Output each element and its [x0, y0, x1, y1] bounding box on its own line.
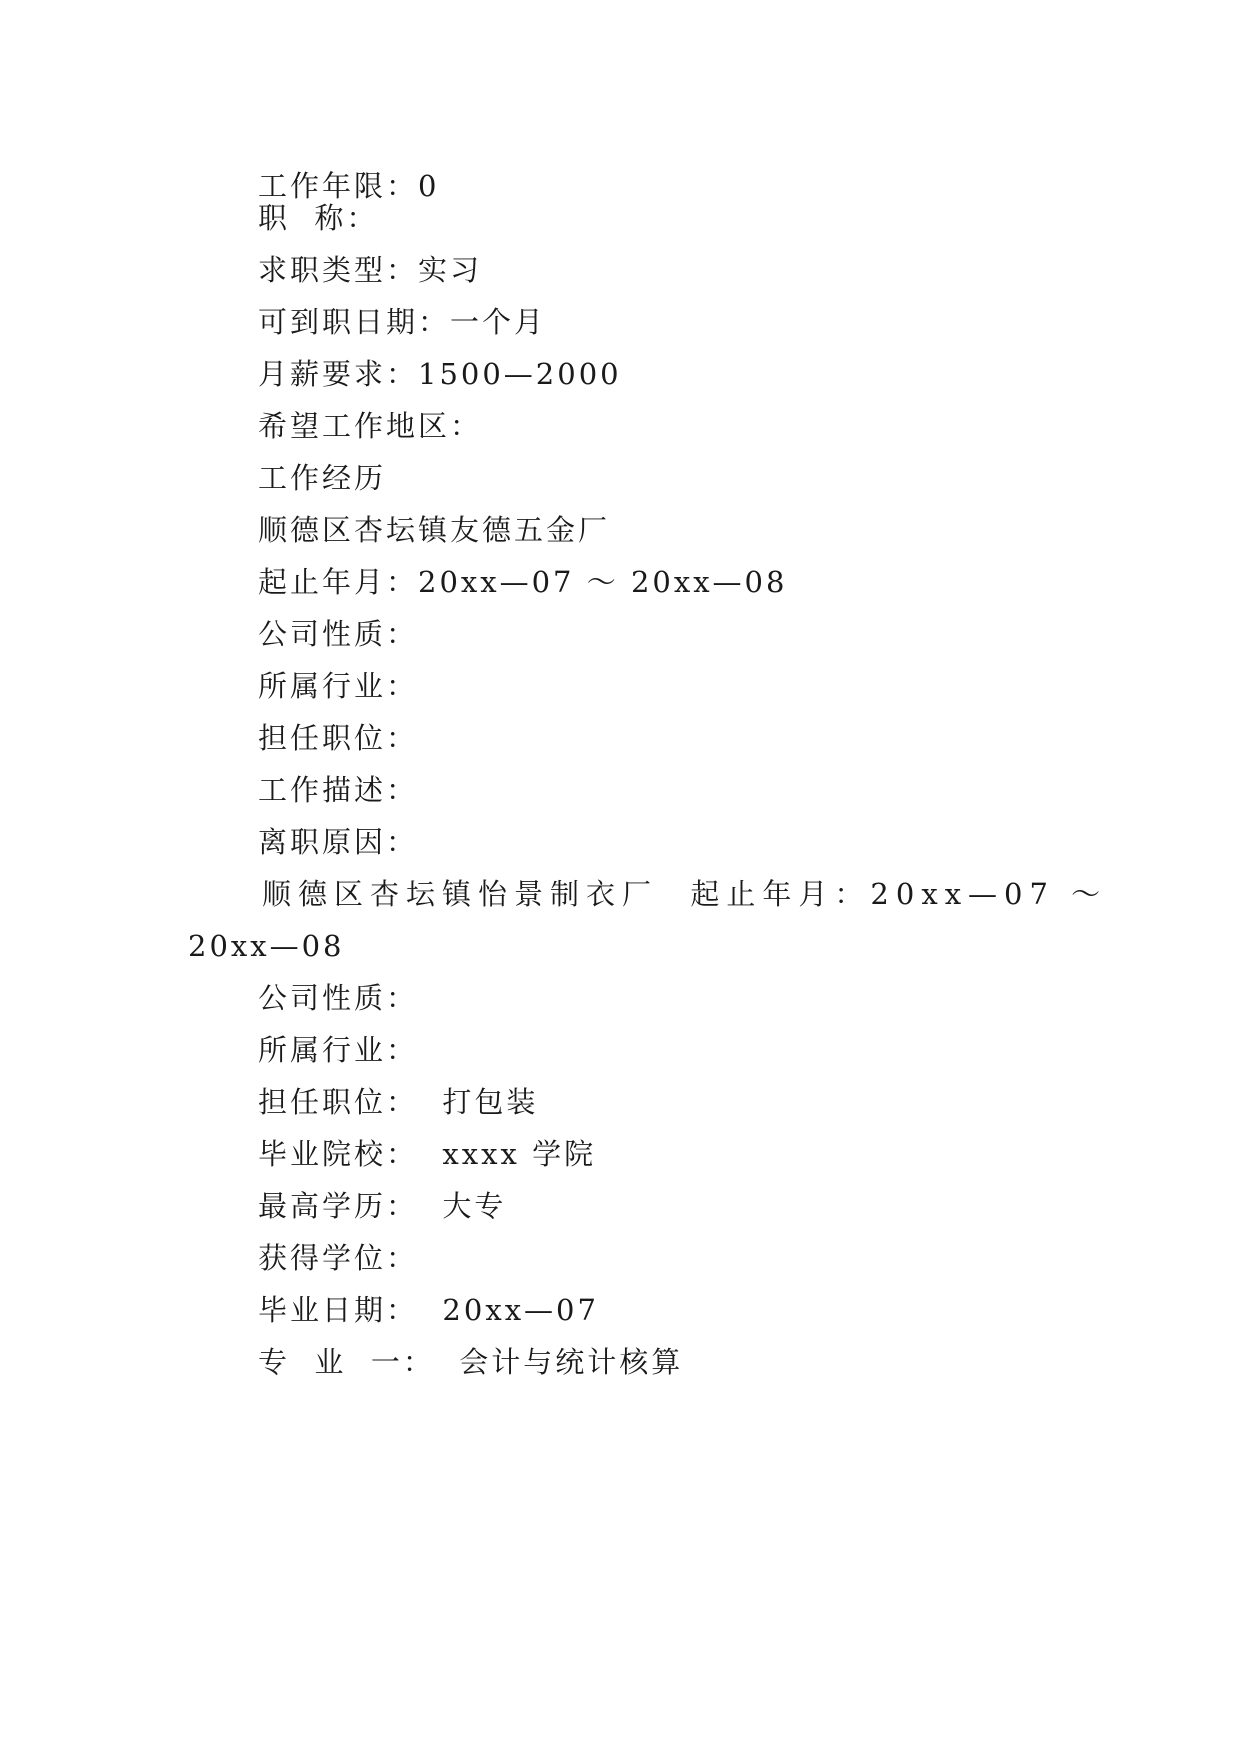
job-type-line: 求职类型：实习: [258, 253, 483, 287]
available-date-line: 可到职日期：一个月: [258, 305, 547, 339]
employer-1-company-type: 公司性质：: [258, 617, 419, 651]
graduation-date-line: 毕业日期： 20xx—07: [258, 1293, 599, 1327]
employer-1-industry: 所属行业：: [258, 669, 419, 703]
employer-2-name-and-period: 顺德区杏坛镇怡景制衣厂 起止年月：20xx—07 ～: [262, 877, 1108, 911]
employer-2-industry: 所属行业：: [258, 1033, 419, 1067]
degree-line: 获得学位：: [258, 1241, 419, 1275]
highest-education-line: 最高学历： 大专: [258, 1189, 507, 1223]
employer-1-name: 顺德区杏坛镇友德五金厂: [258, 513, 611, 547]
employer-2-position: 担任职位： 打包装: [258, 1085, 539, 1119]
title-line: 职 称：: [258, 201, 379, 235]
employer-2-period-continued: 20xx—08: [188, 929, 345, 963]
employer-1-position: 担任职位：: [258, 721, 419, 755]
employer-2-company-type: 公司性质：: [258, 981, 419, 1015]
salary-line: 月薪要求：1500—2000: [258, 357, 622, 391]
work-years-line: 工作年限：0: [258, 169, 440, 203]
desired-location-line: 希望工作地区：: [258, 409, 483, 443]
employer-1-leave-reason: 离职原因：: [258, 825, 419, 859]
work-experience-heading: 工作经历: [258, 461, 387, 495]
graduate-school-line: 毕业院校： xxxx 学院: [258, 1137, 597, 1171]
employer-1-period: 起止年月：20xx—07 ～ 20xx—08: [258, 565, 788, 599]
major-line: 专 业 一： 会计与统计核算: [258, 1345, 684, 1379]
employer-1-description: 工作描述：: [258, 773, 419, 807]
